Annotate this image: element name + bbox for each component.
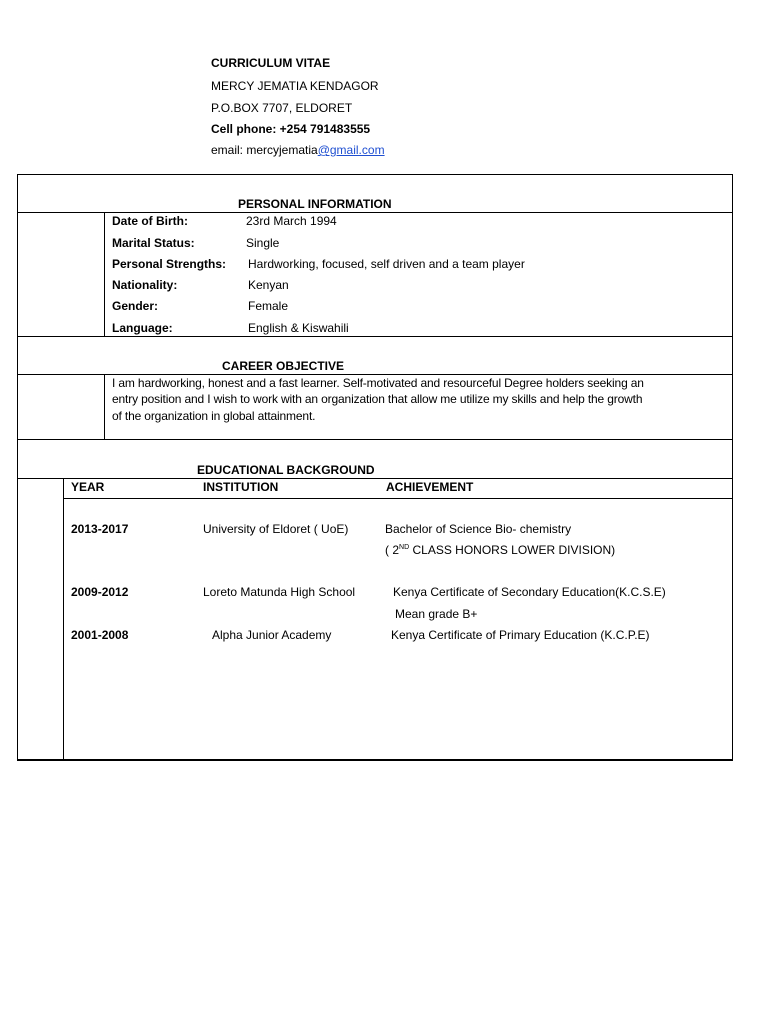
- full-name: MERCY JEMATIA KENDAGOR: [211, 79, 379, 93]
- education-note: [385, 543, 615, 557]
- divider: [17, 374, 733, 375]
- divider: [63, 498, 733, 499]
- marital-status-label: Marital Status:: [112, 236, 195, 250]
- dob-value: 23rd March 1994: [246, 214, 337, 228]
- table-right-border: [732, 174, 733, 761]
- table-top-border: [17, 174, 733, 175]
- education-achievement: Kenya Certificate of Secondary Education(K.C.S.E): [393, 585, 666, 599]
- education-institution: University of Eldoret ( UoE): [203, 522, 349, 536]
- marital-status-value: Single: [246, 236, 280, 250]
- table-bottom-border: [17, 759, 733, 761]
- career-objective-heading: CAREER OBJECTIVE: [222, 359, 345, 373]
- career-objective-line: I am hardworking, honest and a fast learner. Self-motivated and resourceful Degree holders seeking an: [112, 376, 644, 390]
- email-line: [211, 143, 385, 157]
- career-objective-line: of the organization in global attainment.: [112, 409, 316, 423]
- note-open: ( 2: [385, 543, 400, 557]
- achievement-column-header: ACHIEVEMENT: [386, 480, 474, 494]
- gender-value: Female: [248, 299, 289, 313]
- divider: [104, 212, 105, 336]
- divider: [17, 336, 733, 337]
- table-left-border: [17, 174, 18, 761]
- divider: [17, 212, 733, 213]
- divider: [17, 439, 733, 440]
- education-achievement: Bachelor of Science Bio- chemistry: [385, 522, 572, 536]
- education-year: 2013-2017: [71, 522, 129, 536]
- career-objective-line: entry position and I wish to work with an organization that allow me utilize my skills and help the growth: [112, 392, 643, 406]
- postal-address: P.O.BOX 7707, ELDORET: [211, 101, 353, 115]
- email-link[interactable]: @gmail.com: [317, 143, 385, 157]
- education-note: Mean grade B+: [395, 607, 478, 621]
- education-year: 2001-2008: [71, 628, 129, 642]
- education-year: 2009-2012: [71, 585, 129, 599]
- email-prefix: email: mercyjematia: [211, 143, 318, 157]
- education-institution: Loreto Matunda High School: [203, 585, 356, 599]
- language-label: Language:: [112, 321, 173, 335]
- education-achievement: Kenya Certificate of Primary Education (K.C.P.E): [391, 628, 650, 642]
- note-close: CLASS HONORS LOWER DIVISION): [409, 543, 616, 557]
- strengths-label: Personal Strengths:: [112, 257, 227, 271]
- education-institution: Alpha Junior Academy: [212, 628, 332, 642]
- cell-phone: Cell phone: +254 791483555: [211, 122, 371, 136]
- dob-label: Date of Birth:: [112, 214, 188, 228]
- personal-info-heading: PERSONAL INFORMATION: [238, 197, 392, 211]
- gender-label: Gender:: [112, 299, 159, 313]
- note-superscript: ND: [399, 544, 410, 551]
- nationality-label: Nationality:: [112, 278, 178, 292]
- strengths-value: Hardworking, focused, self driven and a team player: [248, 257, 525, 271]
- divider: [63, 478, 64, 761]
- language-value: English & Kiswahili: [248, 321, 349, 335]
- cv-title: CURRICULUM VITAE: [211, 56, 331, 70]
- divider: [17, 478, 733, 479]
- education-heading: EDUCATIONAL BACKGROUND: [197, 463, 375, 477]
- divider: [104, 374, 105, 439]
- institution-column-header: INSTITUTION: [203, 480, 279, 494]
- nationality-value: Kenyan: [248, 278, 289, 292]
- year-column-header: YEAR: [71, 480, 105, 494]
